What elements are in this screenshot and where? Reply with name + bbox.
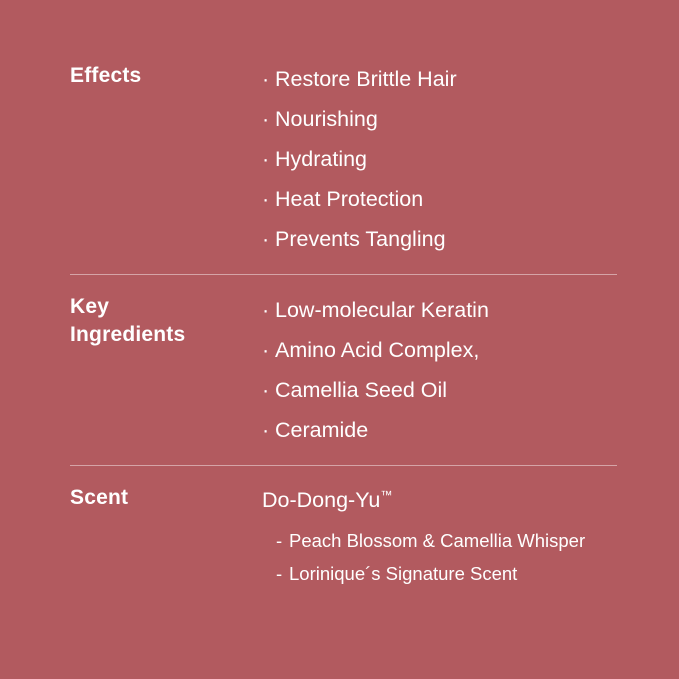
- list-item: [262, 371, 617, 411]
- list-item: [262, 411, 617, 451]
- key-ingredients-label-cell: [70, 291, 262, 451]
- bullet-icon: ·: [262, 67, 270, 91]
- key-ingredients-item-0: Low-molecular Keratin: [275, 297, 489, 322]
- spec-table: [70, 60, 617, 591]
- divider: [70, 274, 617, 275]
- effects-item-4: Prevents Tangling: [275, 226, 446, 251]
- scent-name: Do-Dong-Yu: [262, 487, 381, 512]
- key-ingredients-list: [262, 291, 617, 451]
- key-ingredients-item-3: Ceramide: [275, 417, 369, 442]
- effects-item-1: Nourishing: [275, 106, 378, 131]
- bullet-icon: ·: [262, 377, 270, 402]
- bullet-icon: ·: [262, 186, 270, 211]
- effects-item-0: Restore Brittle Hair: [275, 67, 457, 91]
- list-item: [262, 331, 617, 371]
- section-effects: [70, 60, 617, 260]
- scent-note-1: Lorinique´s Signature Scent: [289, 563, 518, 585]
- list-item: [262, 60, 617, 100]
- section-key-ingredients: [70, 291, 617, 451]
- key-ingredients-item-2: Camellia Seed Oil: [275, 377, 448, 402]
- scent-name-row: [262, 482, 617, 517]
- list-item: [276, 525, 617, 558]
- list-item: [262, 140, 617, 180]
- divider-row-2: [70, 451, 617, 482]
- effects-list: [262, 60, 617, 260]
- bullet-icon: ·: [262, 417, 270, 442]
- effects-label: Effects: [70, 64, 142, 87]
- section-scent: [70, 482, 617, 591]
- key-ingredients-label-line2: Ingredients: [70, 322, 186, 346]
- list-item: [276, 558, 617, 591]
- list-item: [262, 220, 617, 260]
- key-ingredients-item-1: Amino Acid Complex,: [275, 337, 480, 362]
- effects-label-cell: [70, 60, 262, 260]
- scent-notes-list: [262, 525, 617, 591]
- bullet-icon: ·: [262, 226, 270, 251]
- bullet-icon: ·: [262, 297, 270, 322]
- scent-note-0: Peach Blossom & Camellia Whisper: [289, 530, 586, 552]
- bullet-icon: ·: [262, 146, 270, 171]
- key-ingredients-value-cell: [262, 291, 617, 451]
- list-item: [262, 180, 617, 220]
- key-ingredients-label-line1: Key: [70, 294, 110, 318]
- list-item: [262, 100, 617, 140]
- bullet-icon: ·: [262, 337, 270, 362]
- scent-label: Scent: [70, 485, 129, 509]
- effects-item-2: Hydrating: [275, 146, 368, 171]
- divider-row-1: [70, 260, 617, 291]
- dash-icon: -: [276, 563, 283, 585]
- scent-value-cell: [262, 482, 617, 591]
- trademark-icon: ™: [380, 487, 393, 502]
- key-ingredients-label: [70, 291, 252, 348]
- divider: [70, 465, 617, 466]
- scent-label-cell: [70, 482, 262, 591]
- bullet-icon: ·: [262, 106, 270, 131]
- list-item: [262, 291, 617, 331]
- effects-item-3: Heat Protection: [275, 186, 424, 211]
- dash-icon: -: [276, 530, 283, 552]
- effects-value-cell: [262, 60, 617, 260]
